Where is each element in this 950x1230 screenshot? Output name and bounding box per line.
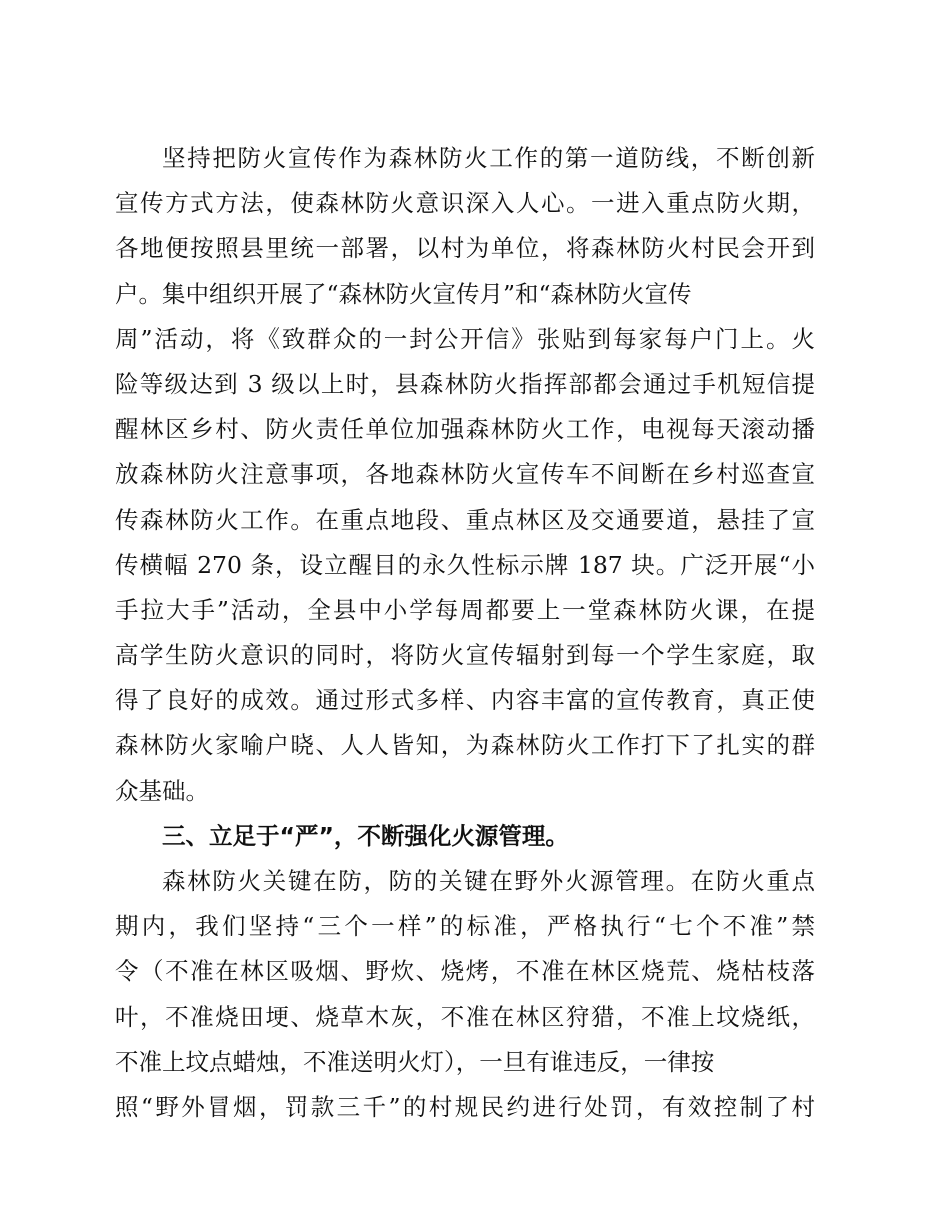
paragraph-line: 得了良好的成效。通过形式多样、内容丰富的宣传教育，真正使 (115, 686, 815, 715)
paragraph-line: 传横幅 270 条，设立醒目的永久性标示牌 187 块。广泛开展“小 (115, 550, 815, 579)
paragraph-line: 各地便按照县里统一部署，以村为单位，将森林防火村民会开到 (115, 234, 815, 263)
paragraph-fire-source (115, 859, 815, 1130)
paragraph-line: 不准上坟点蜡烛，不准送明火灯），一旦有谁违反，一律按 (115, 1047, 715, 1076)
paragraph-line: 高学生防火意识的同时，将防火宣传辐射到每一个学生家庭，取 (115, 641, 815, 670)
paragraph-line: 森林防火关键在防，防的关键在野外火源管理。在防火重点 (162, 867, 815, 895)
document-body (115, 136, 815, 1130)
paragraph-line: 手拉大手”活动，全县中小学每周都要上一堂森林防火课，在提 (115, 595, 815, 624)
paragraph-line: 坚持把防火宣传作为森林防火工作的第一道防线，不断创新 (162, 144, 815, 172)
paragraph-line: 照“野外冒烟，罚款三千”的村规民约进行处罚，有效控制了村 (115, 1092, 815, 1121)
paragraph-line: 宣传方式方法，使森林防火意识深入人心。一进入重点防火期， (115, 189, 815, 218)
section-heading: 三、立足于“严”，不断强化火源管理。 (162, 821, 569, 850)
paragraph-line: 户。集中组织开展了“森林防火宣传月”和“森林防火宣传 (115, 279, 692, 308)
paragraph-line: 传森林防火工作。在重点地段、重点林区及交通要道，悬挂了宣 (115, 505, 815, 534)
paragraph-line: 醒林区乡村、防火责任单位加强森林防火工作，电视每天滚动播 (115, 415, 815, 444)
paragraph-line: 叶，不准烧田埂、烧草木灰，不准在林区狩猎，不准上坟烧纸， (115, 1002, 815, 1031)
paragraph-line: 周”活动，将《致群众的一封公开信》张贴到每家每户门上。火 (115, 324, 815, 353)
paragraph-propaganda (115, 136, 815, 814)
paragraph-line: 森林防火家喻户晓、人人皆知，为森林防火工作打下了扎实的群 (115, 731, 815, 760)
paragraph-line: 期内，我们坚持“三个一样”的标准，严格执行“七个不准”禁 (115, 912, 815, 941)
paragraph-line: 众基础。 (115, 776, 209, 805)
paragraph-line: 险等级达到 3 级以上时，县森林防火指挥部都会通过手机短信提 (115, 369, 815, 398)
paragraph-line: 令（不准在林区吸烟、野炊、烧烤，不准在林区烧荒、烧枯枝落 (115, 957, 815, 986)
paragraph-line: 放森林防火注意事项，各地森林防火宣传车不间断在乡村巡查宣 (115, 460, 815, 489)
